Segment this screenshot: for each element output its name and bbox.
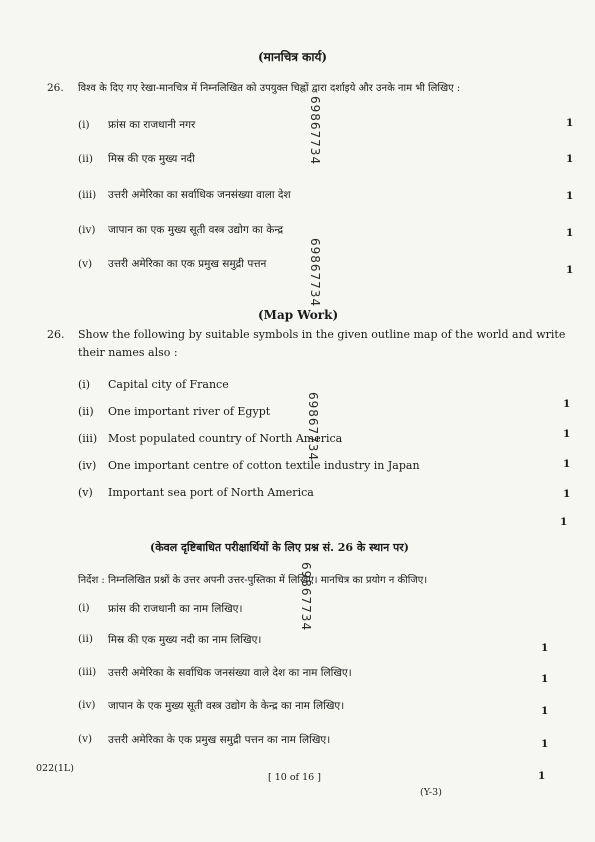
- english-question-line-1: Show the following by suitable symbols in the given outline map of the world and write: [78, 328, 566, 341]
- marks: 1: [566, 227, 574, 239]
- page-number: [ 10 of 16 ]: [268, 772, 321, 783]
- hindi-item-text: उत्तरी अमेरिका का सर्वाधिक जनसंख्या वाला देश: [108, 189, 291, 201]
- vi-item-text: उत्तरी अमेरिका के एक प्रमुख समुद्री पत्तन का नाम लिखिए।: [108, 734, 331, 746]
- item-number: (i): [78, 602, 90, 614]
- roll-number-watermark: 69867734: [306, 392, 320, 462]
- hindi-item-text: फ्रांस का राजधानी नगर: [108, 119, 196, 131]
- item-number: (i): [78, 119, 90, 131]
- item-number: (ii): [78, 633, 93, 645]
- marks: 1: [563, 458, 571, 470]
- marks: 1: [566, 117, 574, 129]
- hindi-item-text: मिस्र की एक मुख्य नदी: [108, 153, 195, 165]
- marks: 1: [541, 673, 549, 685]
- marks: 1: [541, 705, 549, 717]
- marks: 1: [541, 642, 549, 654]
- marks: 1: [566, 264, 574, 276]
- roll-number-watermark: 69867734: [299, 562, 313, 632]
- item-number: (ii): [78, 153, 93, 165]
- marks: 1: [566, 153, 574, 165]
- item-number: (iii): [78, 432, 98, 445]
- marks: 1: [563, 428, 571, 440]
- marks: 1: [560, 516, 568, 528]
- english-question-line-2: their names also :: [78, 346, 178, 359]
- item-number: (iii): [78, 666, 97, 678]
- vi-item-text: उत्तरी अमेरिका के सर्वाधिक जनसंख्या वाले देश का नाम लिखिए।: [108, 667, 352, 679]
- english-item-text: Most populated country of North America: [108, 432, 343, 445]
- vi-item-text: मिस्र की एक मुख्य नदी का नाम लिखिए।: [108, 634, 262, 646]
- english-item-text: One important centre of cotton textile industry in Japan: [108, 459, 420, 472]
- paper-code: 022(1L): [36, 763, 74, 774]
- english-item-text: Capital city of France: [108, 378, 229, 391]
- marks: 1: [566, 190, 574, 202]
- english-heading: (Map Work): [258, 308, 339, 322]
- vi-item-text: जापान के एक मुख्य सूती वस्त्र उद्योग के केन्द्र का नाम लिखिए।: [108, 700, 345, 712]
- item-number: (iv): [78, 459, 97, 472]
- item-number: (i): [78, 378, 91, 391]
- vi-instruction: निर्देश : निम्नलिखित प्रश्नों के उत्तर अपनी उत्तर-पुस्तिका में लिखिए। मानचित्र का प्रयोग न कीजिए।: [78, 575, 428, 586]
- item-number: (iii): [78, 189, 97, 201]
- vi-item-text: फ्रांस की राजधानी का नाम लिखिए।: [108, 603, 243, 615]
- item-number: (iv): [78, 224, 96, 236]
- item-number: (v): [78, 733, 93, 745]
- item-number: (v): [78, 258, 93, 270]
- item-number: (ii): [78, 405, 94, 418]
- english-item-text: One important river of Egypt: [108, 405, 271, 418]
- hindi-heading: (मानचित्र कार्य): [258, 50, 328, 64]
- item-number: (iv): [78, 699, 96, 711]
- marks: 1: [538, 770, 546, 782]
- vi-heading: (केवल दृष्टिबाधित परीक्षार्थियों के लिए प्रश्न सं. 26 के स्थान पर): [150, 541, 409, 554]
- marks: 1: [563, 488, 571, 500]
- question-number: 26.: [47, 82, 64, 94]
- roll-number-watermark: 69867734: [308, 96, 322, 166]
- hindi-item-text: जापान का एक मुख्य सूती वस्त्र उद्योग का केन्द्र: [108, 224, 284, 236]
- marks: 1: [563, 398, 571, 410]
- marks: 1: [541, 738, 549, 750]
- set-code: (Y-3): [420, 787, 442, 798]
- hindi-item-text: उत्तरी अमेरिका का एक प्रमुख समुद्री पत्तन: [108, 258, 267, 270]
- question-number: 26.: [47, 328, 65, 341]
- hindi-question: विश्व के दिए गए रेखा-मानचित्र में निम्नलिखित को उपयुक्त चिह्नों द्वारा दर्शाइये और उनके नाम भी लिखिए :: [78, 83, 461, 94]
- english-item-text: Important sea port of North America: [108, 486, 314, 499]
- roll-number-watermark: 69867734: [308, 238, 322, 308]
- item-number: (v): [78, 486, 93, 499]
